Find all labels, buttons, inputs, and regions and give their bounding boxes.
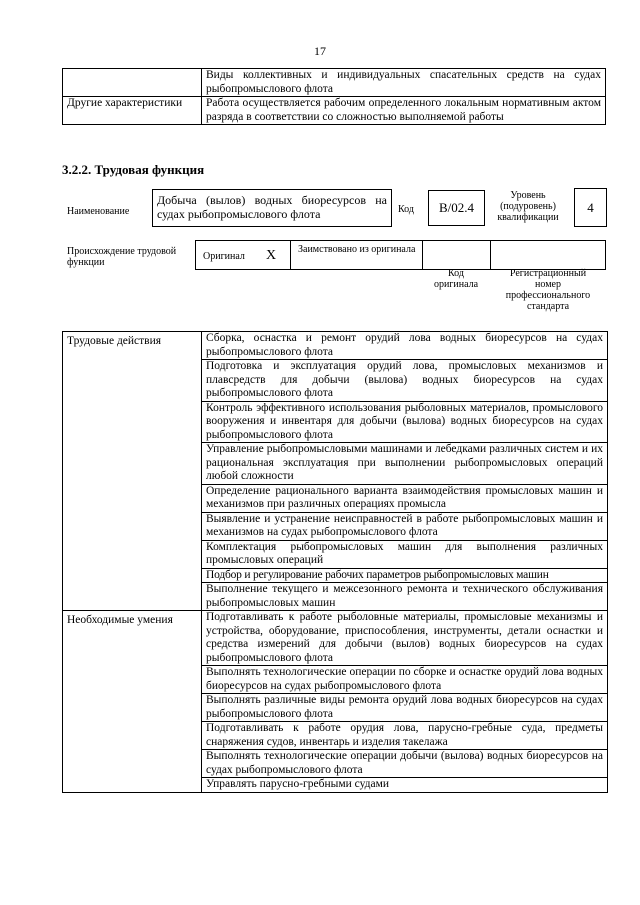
skill-item: Выполнять технологические операции по сборке и оснастке орудий лова водных биоресурсов на судах рыбопромыслового флота — [202, 666, 608, 694]
section-title: 3.2.2. Трудовая функция — [62, 162, 205, 177]
skill-item: Выполнять технологические операции добычи (вылова) водных биоресурсов на судах рыбопромыслового флота — [202, 750, 608, 778]
top-table — [62, 68, 606, 125]
divider — [290, 241, 291, 269]
borrowed-label: Заимствовано из оригинала — [298, 244, 416, 255]
action-item: Управление рыбопромысловыми машинами и лебедками различных систем и их рациональная эксплуатация при выполнении рыбопромысловых операций любой сложности — [202, 443, 608, 485]
action-item: Комплектация рыбопромысловых машин для выполнения различных промысловых операций — [202, 540, 608, 568]
row-label — [63, 69, 202, 97]
divider — [422, 241, 423, 269]
skill-item: Управлять парусно-гребными судами — [202, 778, 608, 793]
action-item: Контроль эффективного использования рыболовных материалов, промыслового вооружения и инвентаря для добычи (вылова) водных биоресурсов на судах рыбопромыслового флота — [202, 401, 608, 443]
code-value: B/02.4 — [438, 200, 475, 215]
action-item: Выявление и устранение неисправностей в работе рыбопромысловых машин и механизмов на судах рыбопромыслового флота — [202, 512, 608, 540]
code-original-caption: Код оригинала — [433, 268, 479, 290]
origin-box — [195, 240, 606, 270]
level-label: Уровень (подуровень) квалификации — [497, 190, 559, 223]
page-number: 17 — [314, 44, 326, 58]
action-item: Сборка, оснастка и ремонт орудий лова водных биоресурсов на судах рыбопромыслового флота — [202, 332, 608, 360]
level-box — [574, 188, 607, 227]
original-mark: X — [266, 248, 277, 263]
main-table — [62, 331, 608, 793]
table-row — [63, 332, 608, 360]
skill-item: Подготавливать к работе рыболовные материалы, промысловые механизмы и устройства, оборудование, приспособления, инструменты, детали оснастки и средства измерений для добычи (вылов) водных биоресурсов на судах рыбопромыслового флота — [202, 611, 608, 666]
action-item: Определение рационального варианта взаимодействия промысловых машин и механизмов при различных операциях промысла — [202, 484, 608, 512]
row-value: Виды коллективных и индивидуальных спасательных средств на судах рыбопромыслового флота — [202, 69, 606, 97]
action-item: Выполнение текущего и межсезонного ремонта и технического обслуживания рыбопромысловых машин — [202, 583, 608, 611]
original-label: Оригинал — [203, 251, 245, 262]
code-label: Код — [398, 204, 414, 215]
table-row — [63, 611, 608, 666]
row-value: Работа осуществляется рабочим определенного локальным нормативным актом разряда в соответствии со сложностью выполняемой работы — [202, 97, 606, 125]
function-name: Добыча (вылов) водных биоресурсов на судах рыбопромыслового флота — [157, 193, 387, 221]
name-label: Наименование — [67, 206, 130, 217]
code-box — [428, 190, 485, 226]
actions-label: Трудовые действия — [63, 332, 202, 611]
skill-item: Выполнять различные виды ремонта орудий лова водных биоресурсов на судах рыбопромыслового флота — [202, 694, 608, 722]
origin-label: Происхождение трудовой функции — [67, 246, 177, 268]
reg-number-caption: Регистрационный номер профессионального стандарта — [505, 268, 591, 312]
skill-item: Подготавливать к работе орудия лова, парусно-гребные суда, предметы снаряжения судов, инвентарь и изделия такелажа — [202, 722, 608, 750]
action-item: Подготовка и эксплуатация орудий лова, промысловых механизмов и плавсредств для добычи (вылова) водных биоресурсов на судах рыбопромыслового флота — [202, 360, 608, 402]
table-row — [63, 69, 606, 97]
divider — [490, 241, 491, 269]
action-item: Подбор и регулирование рабочих параметров рыбопромысловых машин — [202, 568, 608, 583]
skills-label: Необходимые умения — [63, 611, 202, 793]
row-label: Другие характеристики — [63, 97, 202, 125]
table-row — [63, 97, 606, 125]
level-value: 4 — [587, 199, 594, 215]
function-name-box — [152, 189, 392, 227]
